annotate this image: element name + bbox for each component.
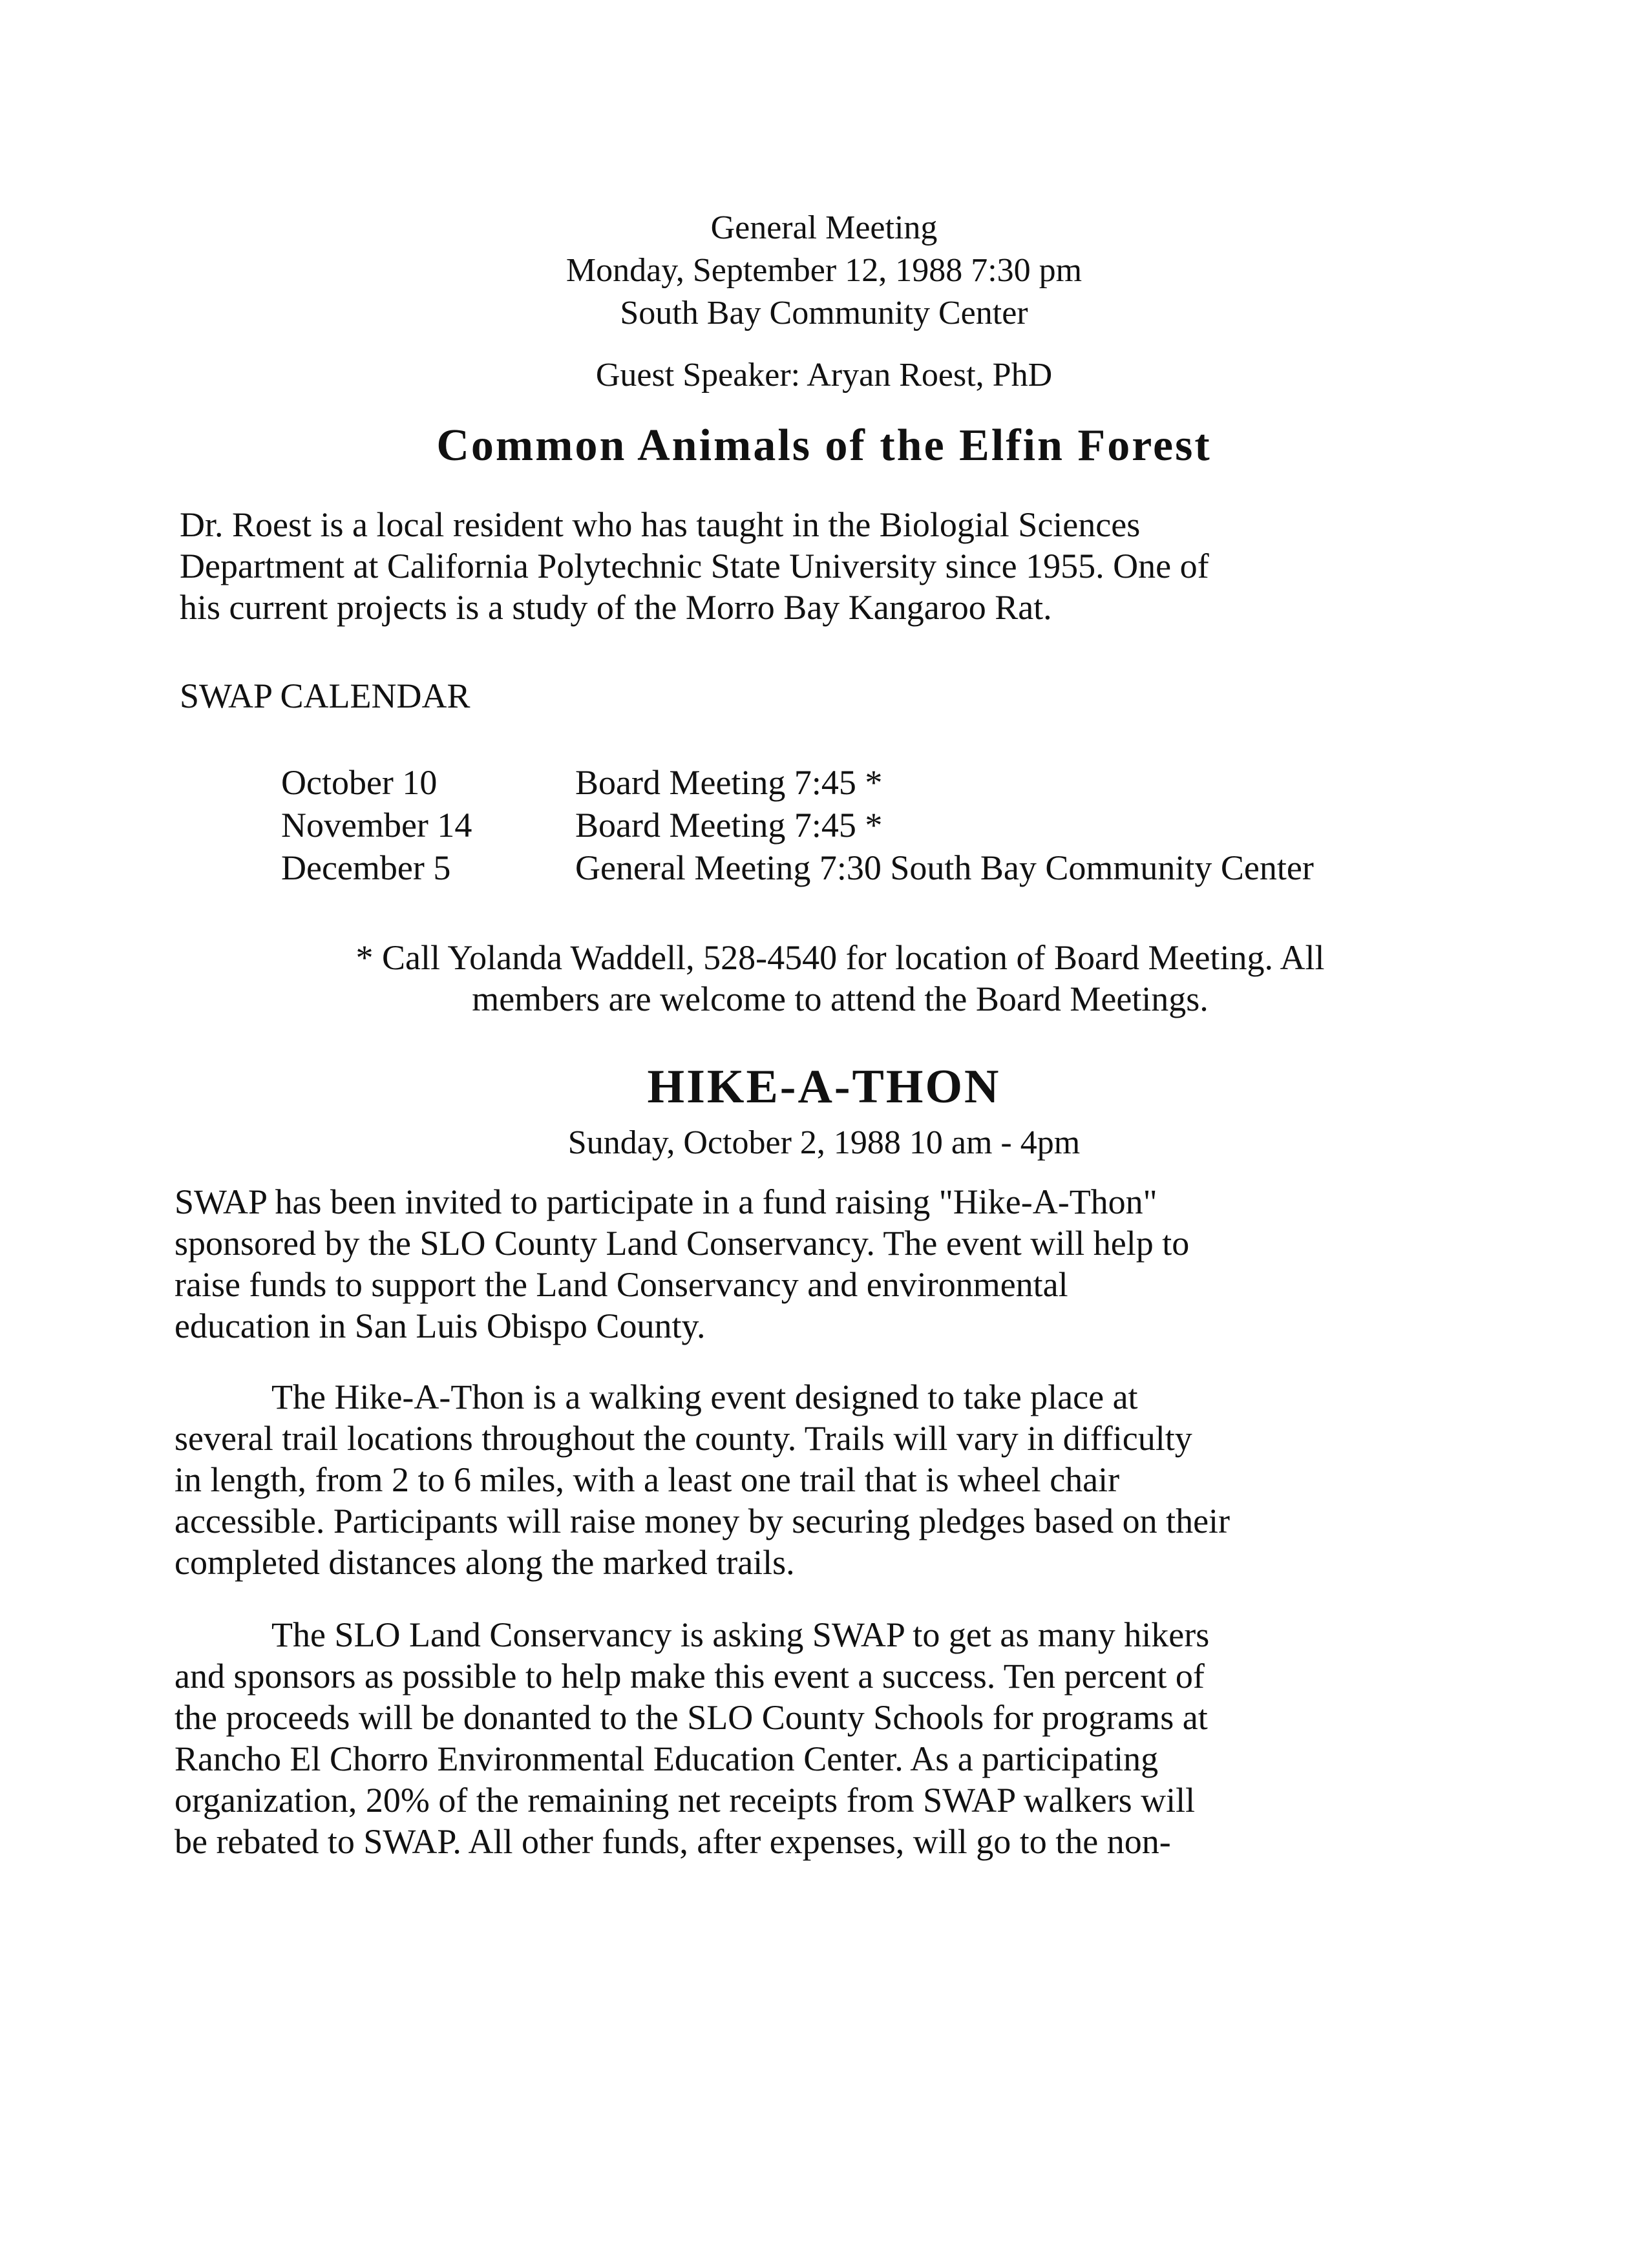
calendar-event: General Meeting 7:30 South Bay Community Center: [575, 848, 1314, 887]
hikeathon-description: The Hike-A-Thon is a walking event designed to take place at several trail locations throughout the county. Trails will vary in difficulty in length, from 2 to 6 miles, with a least one trail that is wheel chair accessible. Participants will raise money by securing pledges based on their completed distances along the marked trails.: [174, 1378, 1231, 1582]
meeting-location: South Bay Community Center: [620, 295, 1028, 331]
guest-speaker: Guest Speaker: Aryan Roest, PhD: [595, 357, 1053, 394]
talk-title: Common Animals of the Elfin Forest: [436, 421, 1212, 470]
hikeathon-date: Sunday, October 2, 1988 10 am - 4pm: [567, 1124, 1081, 1161]
calendar-event: Board Meeting 7:45 *: [575, 763, 883, 802]
calendar-date: December 5: [281, 848, 451, 887]
meeting-label: General Meeting: [710, 209, 938, 246]
calendar-note: * Call Yolanda Waddell, 528-4540 for location of Board Meeting. All members are welcome to attend the Board Meetings.: [355, 938, 1325, 1018]
calendar-date: October 10: [281, 763, 438, 802]
calendar-heading: SWAP CALENDAR: [180, 677, 470, 715]
hikeathon-funding: The SLO Land Conservancy is asking SWAP to get as many hikers and sponsors as possible to help make this event a success. Ten percent of the proceeds will be donanted to the SLO County Schools for programs at Rancho El Chorro Environmental Education Center. As a participating organization, 20% of the remaining net receipts from SWAP walkers will be rebated to SWAP. All other funds, after expenses, will go to the non-: [174, 1615, 1210, 1861]
speaker-description: Dr. Roest is a local resident who has taught in the Biologial Sciences Department at California Polytechnic State University since 1955. One of his current projects is a study of the Morro Bay Kangaroo Rat.: [180, 505, 1209, 627]
calendar-date: November 14: [281, 806, 472, 845]
hikeathon-intro: SWAP has been invited to participate in a fund raising "Hike-A-Thon" sponsored by the SLO County Land Conservancy. The event will help to raise funds to support the Land Conservancy and environmental education in San Luis Obispo County.: [174, 1182, 1190, 1345]
meeting-datetime: Monday, September 12, 1988 7:30 pm: [565, 252, 1083, 289]
calendar-event: Board Meeting 7:45 *: [575, 806, 883, 845]
hikeathon-title: HIKE-A-THON: [647, 1060, 1001, 1113]
